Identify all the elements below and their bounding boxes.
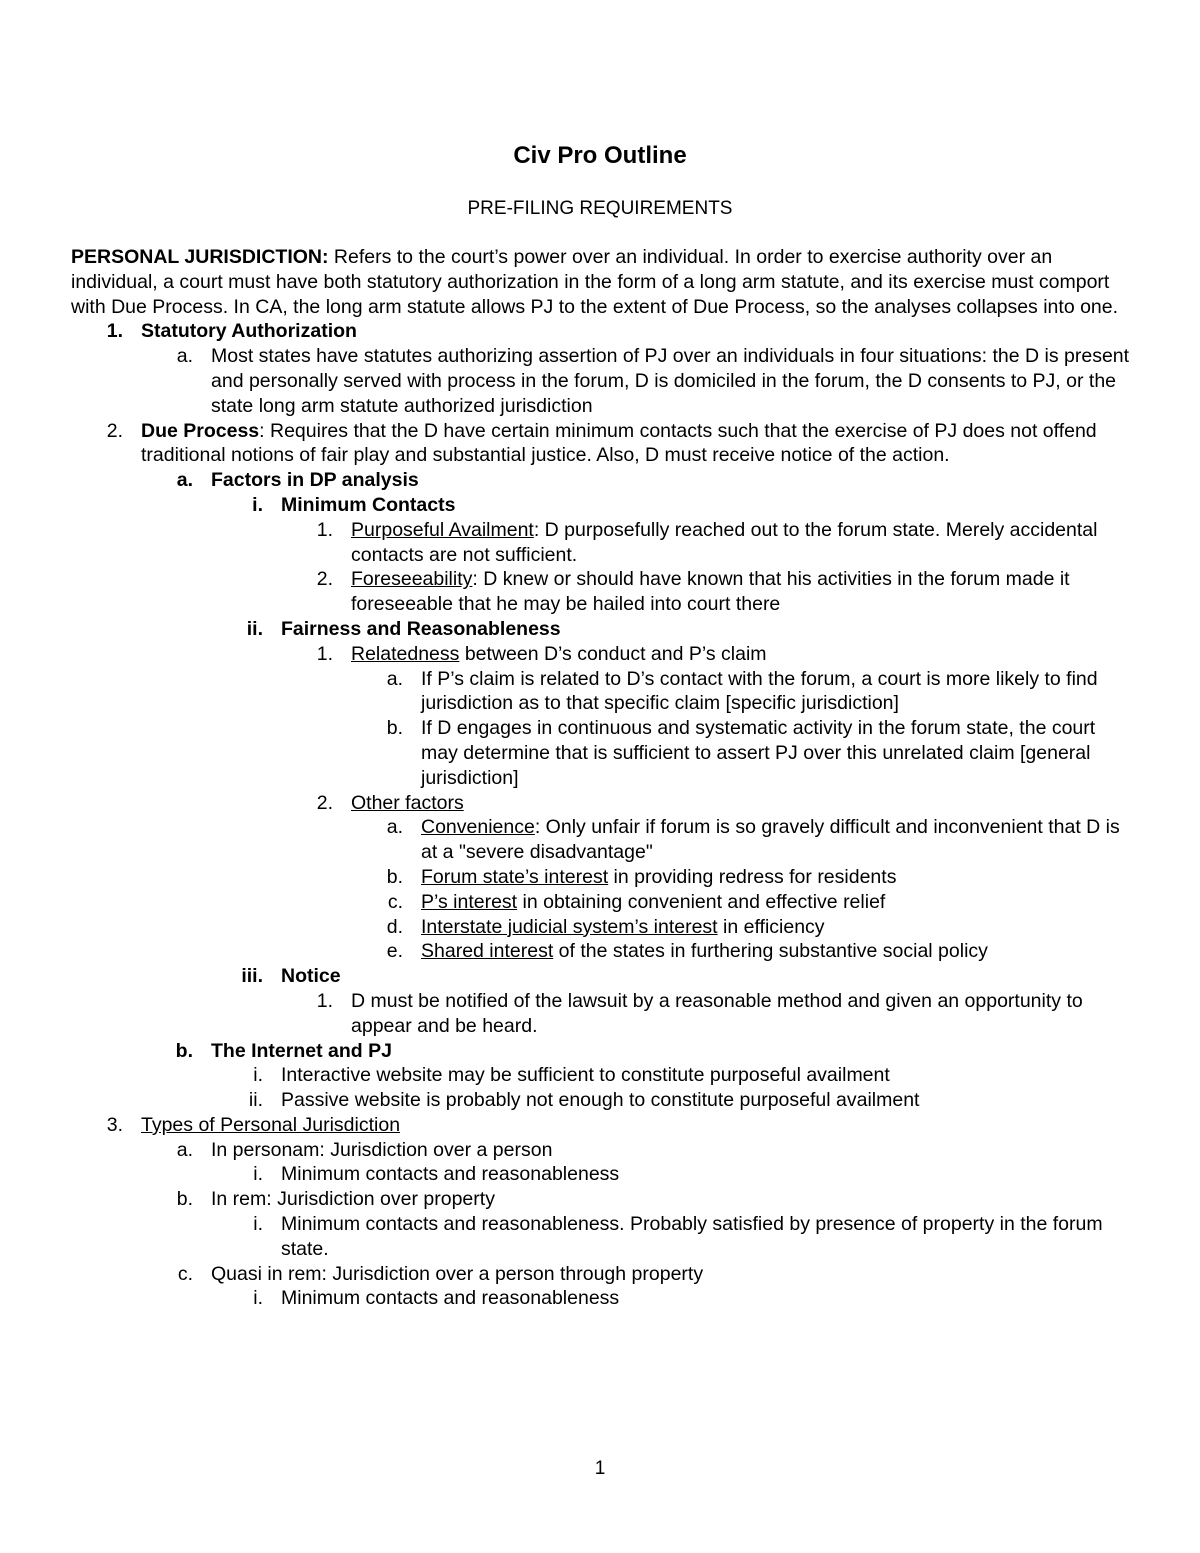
item-marker: 3. bbox=[106, 1113, 123, 1136]
item-marker: iii. bbox=[241, 965, 263, 988]
outline-item bbox=[211, 1088, 1131, 1113]
item-marker: c. bbox=[387, 890, 403, 913]
item-marker: 2. bbox=[316, 568, 333, 591]
outline-item bbox=[141, 468, 1131, 493]
item-text: Minimum contacts and reasonableness bbox=[281, 1287, 620, 1310]
outline-item bbox=[281, 518, 1131, 568]
outline-item bbox=[141, 1039, 1131, 1064]
item-text: in obtaining convenient and effective relief bbox=[517, 890, 886, 913]
item-marker: ii. bbox=[248, 1089, 263, 1112]
item-heading: Minimum Contacts bbox=[281, 493, 456, 516]
outline-item bbox=[71, 319, 1131, 344]
item-marker: b. bbox=[386, 717, 403, 740]
outline-item bbox=[351, 939, 1131, 964]
item-marker: 2. bbox=[316, 791, 333, 814]
item-text: Interactive website may be sufficient to constitute purposeful availment bbox=[281, 1064, 890, 1087]
item-heading: Notice bbox=[281, 965, 341, 988]
item-term: Interstate judicial system’s interest bbox=[421, 915, 718, 938]
outline-item bbox=[71, 1113, 1131, 1138]
outline-item bbox=[211, 1063, 1131, 1088]
item-marker: 1. bbox=[316, 518, 333, 541]
item-text: in providing redress for residents bbox=[608, 865, 897, 888]
item-marker: i. bbox=[253, 1287, 263, 1310]
outline-item bbox=[351, 667, 1131, 717]
item-marker: a. bbox=[176, 345, 193, 368]
item-marker: b. bbox=[175, 1039, 193, 1062]
intro-text: Refers to the court’s power over an individual. In order to exercise authority over an individual, a court must have both statutory authorization in the form of a long arm statute, and its exercise must comport with Due Process. In CA, the long arm statute allows PJ to the extent of Due Process, so the analyses collapses into one. bbox=[71, 246, 1119, 318]
section-heading: PRE-FILING REQUIREMENTS bbox=[467, 198, 733, 219]
item-text: Minimum contacts and reasonableness. Probably satisfied by presence of property in the forum state. bbox=[281, 1213, 1103, 1260]
item-text: : Requires that the D have certain minimum contacts such that the exercise of PJ does not offend traditional notions of fair play and substantial justice. Also, D must receive notice of the action. bbox=[141, 419, 1097, 467]
item-text: in efficiency bbox=[717, 915, 825, 938]
item-heading: Types of Personal Jurisdiction bbox=[141, 1113, 401, 1136]
item-marker: i. bbox=[253, 1163, 263, 1186]
item-heading: Statutory Authorization bbox=[141, 320, 357, 343]
outline-item bbox=[211, 1286, 1131, 1311]
item-marker: a. bbox=[176, 1138, 193, 1161]
item-text: : D purposefully reached out to the forum state. Merely accidental contacts are not sufficient. bbox=[351, 518, 1098, 566]
item-text: If P’s claim is related to D’s contact with the forum, a court is more likely to find jurisdiction as to that specific claim [specific jurisdiction] bbox=[421, 667, 1098, 715]
item-text-wrap bbox=[141, 419, 1131, 469]
item-text: Quasi in rem: Jurisdiction over a person through property bbox=[211, 1262, 704, 1285]
outline-item bbox=[141, 1138, 1131, 1163]
item-marker: c. bbox=[177, 1262, 193, 1285]
item-text: between D’s conduct and P’s claim bbox=[459, 642, 767, 665]
item-text-wrap bbox=[421, 915, 1131, 940]
intro-paragraph bbox=[71, 245, 1131, 319]
item-term: Forum state’s interest bbox=[421, 865, 609, 888]
item-marker: a. bbox=[176, 469, 193, 492]
item-marker: i. bbox=[252, 493, 263, 516]
item-text-wrap bbox=[351, 642, 1131, 667]
item-marker: a. bbox=[386, 816, 403, 839]
item-text: : Only unfair if forum is so gravely difficult and inconvenient that D is at a "severe disadvantage" bbox=[421, 816, 1120, 864]
item-text: In personam: Jurisdiction over a person bbox=[211, 1138, 553, 1161]
outline-item bbox=[211, 1162, 1131, 1187]
item-marker: d. bbox=[386, 915, 403, 938]
item-text: of the states in furthering substantive social policy bbox=[553, 940, 988, 963]
item-text: Most states have statutes authorizing assertion of PJ over an individuals in four situations: the D is present and personally served with process in the forum, D is domiciled in the forum, the D consents to PJ, or the state long arm statute authorized jurisdiction bbox=[211, 345, 1130, 417]
outline-item bbox=[351, 915, 1131, 940]
page-number: 1 bbox=[594, 1458, 606, 1479]
item-marker: 1. bbox=[106, 320, 123, 343]
outline-item bbox=[351, 865, 1131, 890]
item-heading: Due Process bbox=[141, 419, 260, 442]
outline-item bbox=[211, 1212, 1131, 1262]
item-text-wrap bbox=[421, 815, 1131, 865]
item-marker: ii. bbox=[246, 617, 263, 640]
item-marker: b. bbox=[176, 1188, 193, 1211]
item-text: : D knew or should have known that his activities in the forum made it foreseeable that he may be hailed into court there bbox=[351, 568, 1070, 616]
item-marker: e. bbox=[386, 940, 403, 963]
item-text-wrap bbox=[421, 890, 1131, 915]
item-term: Convenience bbox=[421, 816, 535, 839]
item-marker: i. bbox=[253, 1064, 263, 1087]
item-text-wrap bbox=[351, 518, 1131, 568]
item-text: If D engages in continuous and systematic activity in the forum state, the court may determine that is sufficient to assert PJ over this unrelated claim [general jurisdiction] bbox=[421, 717, 1096, 789]
outline-item bbox=[211, 617, 1131, 642]
item-marker: a. bbox=[386, 667, 403, 690]
outline-item bbox=[71, 419, 1131, 469]
item-term: Foreseeability bbox=[351, 568, 473, 591]
outline-item bbox=[141, 344, 1131, 418]
outline-body bbox=[71, 245, 1131, 1311]
item-text: In rem: Jurisdiction over property bbox=[211, 1188, 495, 1211]
item-term: Other factors bbox=[351, 791, 464, 814]
item-heading: The Internet and PJ bbox=[211, 1039, 392, 1062]
outline-item bbox=[141, 1187, 1131, 1212]
outline-item bbox=[141, 1262, 1131, 1287]
item-marker: 1. bbox=[316, 989, 333, 1012]
outline-item bbox=[281, 642, 1131, 667]
outline-item bbox=[281, 567, 1131, 617]
outline-item bbox=[281, 989, 1131, 1039]
item-heading: Fairness and Reasonableness bbox=[281, 617, 561, 640]
item-term: P’s interest bbox=[421, 890, 518, 913]
outline-item bbox=[351, 890, 1131, 915]
item-term: Shared interest bbox=[421, 940, 554, 963]
item-heading: Factors in DP analysis bbox=[211, 469, 419, 492]
document-title: Civ Pro Outline bbox=[513, 142, 687, 169]
outline-item bbox=[351, 815, 1131, 865]
outline-item bbox=[211, 493, 1131, 518]
item-marker: b. bbox=[386, 865, 403, 888]
item-marker: 1. bbox=[316, 642, 333, 665]
item-text-wrap bbox=[421, 865, 1131, 890]
item-marker: i. bbox=[253, 1213, 263, 1236]
intro-term: PERSONAL JURISDICTION: bbox=[71, 246, 329, 268]
outline-item bbox=[351, 716, 1131, 790]
item-text: D must be notified of the lawsuit by a reasonable method and given an opportunity to appear and be heard. bbox=[351, 989, 1083, 1037]
item-term: Purposeful Availment bbox=[351, 518, 534, 541]
item-term: Relatedness bbox=[351, 642, 460, 665]
outline-item bbox=[281, 791, 1131, 816]
item-text: Passive website is probably not enough to constitute purposeful availment bbox=[281, 1089, 920, 1112]
item-text: Minimum contacts and reasonableness bbox=[281, 1163, 620, 1186]
outline-item bbox=[211, 964, 1131, 989]
item-text-wrap bbox=[421, 939, 1131, 964]
item-marker: 2. bbox=[106, 419, 123, 442]
item-text-wrap bbox=[351, 567, 1131, 617]
